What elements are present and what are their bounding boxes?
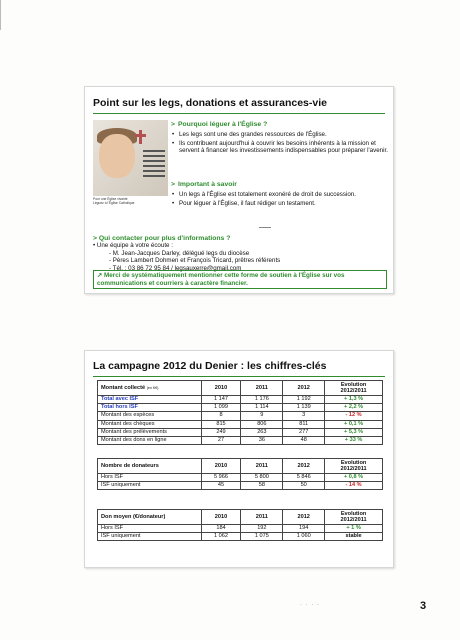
- slide-denier: [84, 350, 394, 568]
- section-important: [171, 181, 389, 208]
- list-item: • Les legs sont une des grandes ressources de l'Église.: [171, 131, 389, 139]
- section-contact: [93, 235, 389, 272]
- column-header: 2011: [241, 510, 283, 525]
- chevron-right-icon: >: [93, 235, 99, 242]
- column-header: 2010: [201, 381, 241, 396]
- column-header: 2012: [283, 459, 325, 474]
- page-number: 3: [420, 600, 427, 612]
- list-item: • Pour léguer à l'Église, il faut rédiger un testament.: [171, 200, 389, 208]
- column-header: 2012: [283, 381, 325, 396]
- notice-box: ➚ Merci de systématiquement mentionner cette forme de soutien à l'Église sur vos communications et courriers à caractère financier.: [93, 270, 387, 289]
- arrow-icon: ➚: [97, 272, 105, 279]
- column-header: 2010: [201, 459, 241, 474]
- contact-item: - M. Jean-Jacques Darley, délégué legs du diocèse: [109, 249, 250, 257]
- contact-item: - Pères Lambert Dohmen et François Tricard, prêtres référents: [109, 257, 281, 265]
- contact-intro: • Une équipe à votre écoute :: [93, 242, 173, 250]
- column-header: Evolution 2012/2011: [325, 381, 383, 396]
- slide2-title: La campagne 2012 du Denier : les chiffres-clés: [93, 360, 327, 372]
- chevron-right-icon: >: [171, 181, 175, 188]
- scan-specks: · · · ·: [300, 602, 320, 608]
- child-face: [99, 134, 135, 178]
- brochure-text-lines: [143, 150, 165, 180]
- list-item: • Un legs à l'Église est totalement exonéré de droit de succession.: [171, 191, 389, 199]
- column-header: Evolution 2012/2011: [325, 459, 383, 474]
- average-gift-table: [97, 509, 383, 541]
- column-header: Evolution 2012/2011: [325, 510, 383, 525]
- table-row: Hors ISF 184 192 194 + 1 %: [98, 525, 383, 533]
- child-photo: [93, 120, 168, 196]
- column-header: 2012: [283, 510, 325, 525]
- slide1-title: Point sur les legs, donations et assurances-vie: [93, 97, 327, 109]
- why-heading: > Pourquoi léguer à l'Église ?: [171, 121, 268, 128]
- scan-mark: [0, 0, 3, 30]
- title-rule: [93, 376, 385, 377]
- table-row: Montant des chèques 815 806 811 + 0,1 %: [98, 420, 383, 428]
- column-header: 2011: [241, 381, 283, 396]
- column-header: 2011: [241, 459, 283, 474]
- cross-icon: [139, 130, 142, 144]
- contact-item: - Tél. : 03 86 72 95 84 / legsauxerre@gmail.com: [109, 264, 242, 272]
- photo-caption: Pour une Église vivante Léguez à l'Église Catholique: [93, 197, 135, 205]
- column-header: 2010: [201, 510, 241, 525]
- important-heading: > Important à savoir: [171, 181, 237, 188]
- table-row: Total avec ISF 1 147 1 176 1 192 + 1,3 %: [98, 396, 383, 404]
- table-row: Total hors ISF 1 099 1 114 1 139 + 2,2 %: [98, 404, 383, 412]
- table-row: Montant des prélèvements 249 263 277 + 5,3 %: [98, 428, 383, 436]
- slide-legs: [84, 86, 394, 294]
- chevron-right-icon: >: [171, 121, 175, 128]
- table-row: Hors ISF 5 966 5 800 5 846 + 0,8 %: [98, 474, 383, 482]
- list-item: • Ils contribuent aujourd'hui à couvrir les besoins inhérents à la mission et servent à financer les investissements indispensables pour préparer l'avenir.: [171, 140, 389, 156]
- section-why: [171, 121, 389, 156]
- donors-table: [97, 458, 383, 490]
- divider: [259, 227, 271, 228]
- column-header: Don moyen (€/donateur): [98, 510, 202, 525]
- amount-table: [97, 380, 383, 445]
- table-row: ISF uniquement 1 062 1 075 1 060 stable: [98, 533, 383, 541]
- title-rule: [93, 113, 385, 114]
- table-row: Montant des espèces 8 9 3 - 12 %: [98, 412, 383, 420]
- column-header: Nombre de donateurs: [98, 459, 202, 474]
- contact-heading: > Qui contacter pour plus d'informations ?: [93, 235, 231, 242]
- column-header: Montant collecté (en K€): [98, 381, 202, 396]
- table-row: ISF uniquement 45 58 50 - 14 %: [98, 482, 383, 490]
- table-row: Montant des dons en ligne 27 36 48 + 33 %: [98, 437, 383, 445]
